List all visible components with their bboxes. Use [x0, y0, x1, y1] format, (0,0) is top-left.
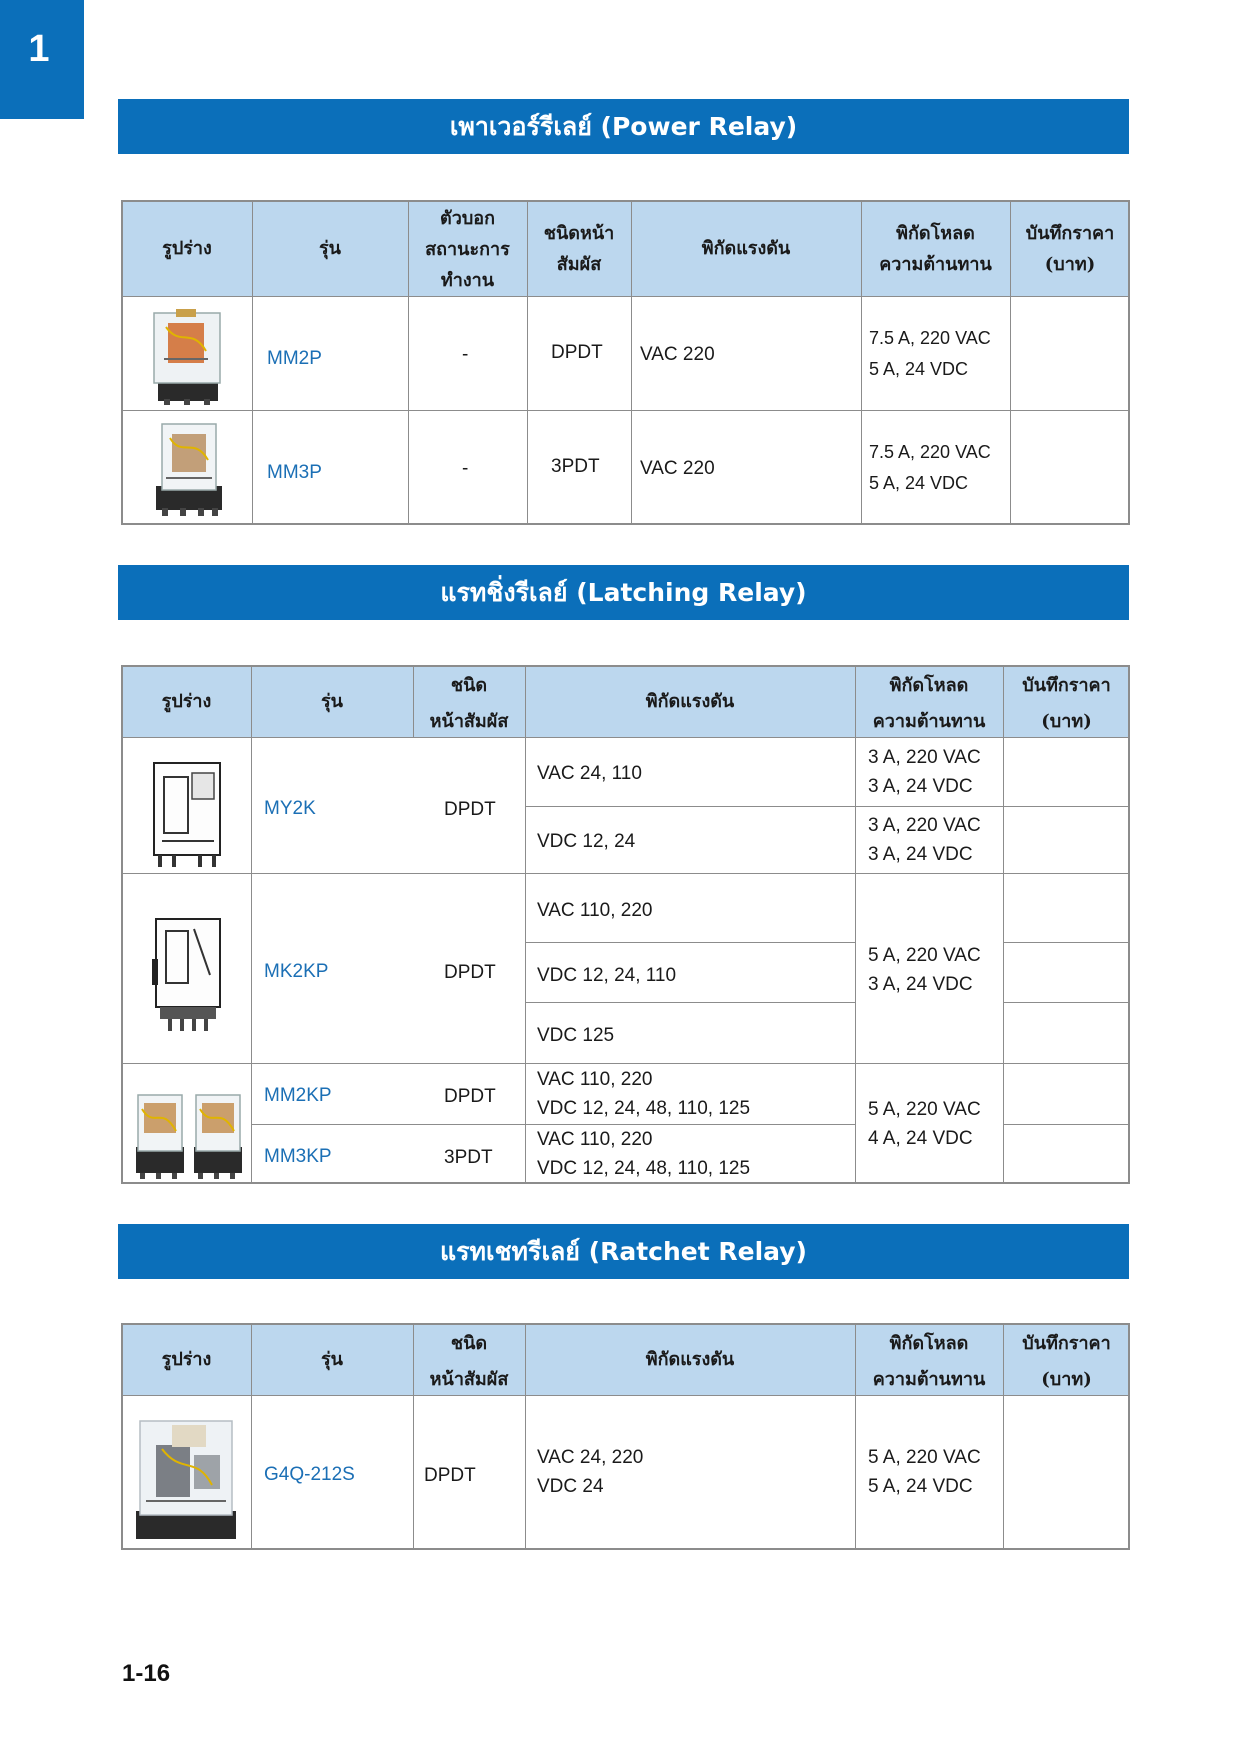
- voltage-mm2p: VAC 220: [640, 344, 715, 365]
- col-shape: รูปร่าง: [162, 238, 212, 259]
- page-number: 1-16: [122, 1660, 171, 1687]
- model-mm2p[interactable]: MM2P: [267, 348, 322, 369]
- contact-mm2p: DPDT: [551, 342, 603, 363]
- col-price: บันทึกราคา (บาท): [1022, 1333, 1111, 1390]
- col-voltage: พิกัดแรงดัน: [645, 1349, 735, 1370]
- col-load: พิกัดโหลด ความต้านทาน: [879, 223, 992, 275]
- relay-mk2kp-image: [150, 915, 226, 1033]
- indicator-mm2p: -: [462, 344, 469, 365]
- model-my2k[interactable]: MY2K: [264, 798, 316, 819]
- voltage-mm3kp: VAC 110, 220 VDC 12, 24, 48, 110, 125: [537, 1129, 751, 1179]
- voltage-mm3p: VAC 220: [640, 458, 715, 479]
- contact-mm2kp: DPDT: [444, 1086, 496, 1107]
- model-mm3kp[interactable]: MM3KP: [264, 1146, 332, 1167]
- col-contact: ชนิด หน้าสัมผัส: [429, 1333, 509, 1390]
- col-model: รุ่น: [321, 691, 343, 712]
- load-mm-kp: 5 A, 220 VAC 4 A, 24 VDC: [868, 1099, 981, 1149]
- voltage-mk2kp-dc: VDC 12, 24, 110: [537, 965, 677, 986]
- relay-my2k-image: [150, 757, 226, 869]
- voltage-my2k-ac: VAC 24, 110: [537, 763, 642, 784]
- col-price: บันทึกราคา (บาท): [1025, 223, 1115, 275]
- load-my2k-ac: 3 A, 220 VAC 3 A, 24 VDC: [868, 747, 981, 797]
- contact-mk2kp: DPDT: [444, 962, 496, 983]
- contact-my2k: DPDT: [444, 799, 496, 820]
- load-g4q-212s: 5 A, 220 VAC 5 A, 24 VDC: [868, 1447, 981, 1497]
- voltage-mk2kp-ac: VAC 110, 220: [537, 900, 653, 921]
- model-mk2kp[interactable]: MK2KP: [264, 961, 329, 982]
- col-shape: รูปร่าง: [161, 691, 212, 712]
- load-mk2kp: 5 A, 220 VAC 3 A, 24 VDC: [868, 945, 981, 995]
- power-relay-title: เพาเวอร์รีเลย์ (Power Relay): [118, 99, 1129, 154]
- chapter-tab: [0, 0, 84, 119]
- contact-g4q-212s: DPDT: [424, 1465, 476, 1486]
- contact-mm3kp: 3PDT: [444, 1147, 493, 1168]
- contact-mm3p: 3PDT: [551, 456, 600, 477]
- voltage-g4q-212s: VAC 24, 220 VDC 24: [537, 1447, 644, 1497]
- col-load: พิกัดโหลด ความต้านทาน: [872, 675, 986, 732]
- col-model: รุ่น: [321, 1349, 343, 1370]
- col-model: รุ่น: [319, 238, 341, 259]
- chapter-number: 1: [28, 28, 50, 70]
- load-my2k-dc: 3 A, 220 VAC 3 A, 24 VDC: [868, 815, 981, 865]
- col-indicator: ตัวบอก สถานะการ ทำงาน: [425, 208, 510, 291]
- col-voltage: พิกัดแรงดัน: [645, 691, 735, 712]
- relay-mm2kp-mm3kp-image: [132, 1085, 246, 1179]
- model-g4q-212s[interactable]: G4Q-212S: [264, 1464, 355, 1485]
- relay-mm2p-image: [146, 307, 226, 405]
- load-mm2p: 7.5 A, 220 VAC 5 A, 24 VDC: [869, 328, 991, 379]
- col-voltage: พิกัดแรงดัน: [701, 238, 791, 259]
- voltage-mk2kp-dc125: VDC 125: [537, 1025, 615, 1046]
- voltage-my2k-dc: VDC 12, 24: [537, 831, 636, 852]
- load-mm3p: 7.5 A, 220 VAC 5 A, 24 VDC: [869, 442, 991, 493]
- col-contact: ชนิดหน้า สัมผัส: [543, 223, 615, 275]
- ratchet-relay-title: แรทเชทรีเลย์ (Ratchet Relay): [118, 1224, 1129, 1279]
- model-mm3p[interactable]: MM3P: [267, 462, 322, 483]
- col-load: พิกัดโหลด ความต้านทาน: [872, 1333, 986, 1390]
- col-shape: รูปร่าง: [161, 1349, 212, 1370]
- latching-relay-title: แรทชิ่งรีเลย์ (Latching Relay): [118, 565, 1129, 620]
- indicator-mm3p: -: [462, 458, 469, 479]
- voltage-mm2kp: VAC 110, 220 VDC 12, 24, 48, 110, 125: [537, 1069, 751, 1119]
- relay-g4q-212s-image: [132, 1415, 240, 1545]
- col-price: บันทึกราคา (บาท): [1022, 675, 1111, 732]
- model-mm2kp[interactable]: MM2KP: [264, 1085, 332, 1106]
- col-contact: ชนิด หน้าสัมผัส: [429, 675, 509, 732]
- relay-mm3p-image: [150, 420, 228, 518]
